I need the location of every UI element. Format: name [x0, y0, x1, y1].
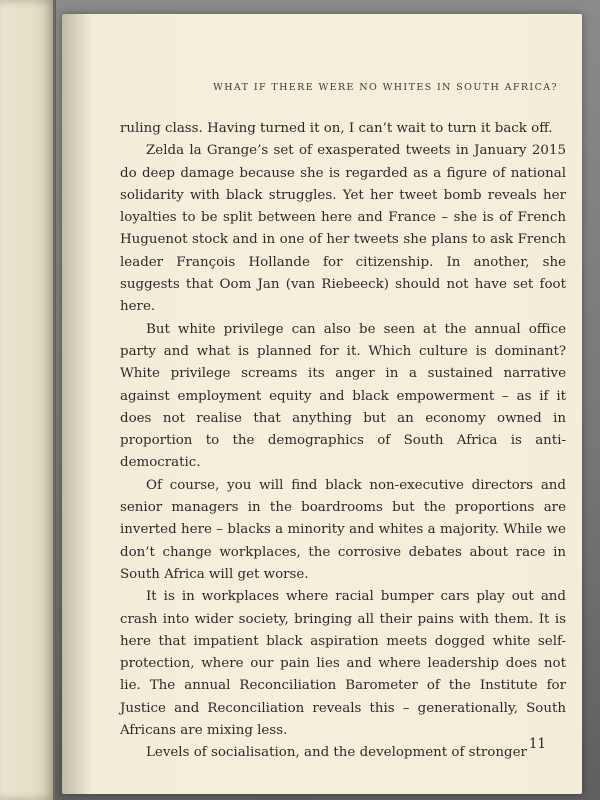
- body-text: [120, 118, 566, 765]
- page-number: 11: [528, 736, 546, 752]
- running-head: WHAT IF THERE WERE NO WHITES IN SOUTH AFRICA?: [213, 82, 558, 93]
- paragraph: Zelda la Grange’s set of exasperated tweets in January 2015 do deep damage because she is regarded as a figure of national solidarity with black struggles. Yet her tweet bomb reveals her loyalties to be split between here and France – she is of French Huguenot stock and in one of her tweets she plans to ask French leader François Hollande for citizenship. In another, she suggests that Oom Jan (van Riebeeck) should not have set foot here.: [120, 143, 566, 315]
- paragraph: Of course, you will find black non-executive directors and senior managers in the boardrooms but the proportions are inverted here – blacks a minority and whites a majority. While we don’t change workplaces, the corrosive debates about race in South Africa will get worse.: [120, 477, 566, 582]
- page-fold-shadow: [53, 0, 56, 800]
- paragraph: But white privilege can also be seen at the annual office party and what is planned for it. Which culture is dominant? White privilege screams its anger in a sustained narrative against employment equity and black empowerment – as if it does not realise that anything but an economy owned in proportion to the demographics of South Africa is anti-democratic.: [120, 321, 566, 471]
- paragraph: ruling class. Having turned it on, I can’t wait to turn it back off.: [120, 121, 553, 136]
- paragraph: Levels of socialisation, and the development of stronger: [146, 745, 527, 761]
- book-page: [62, 14, 582, 794]
- gutter-shadow: [62, 14, 92, 794]
- paragraph: It is in workplaces where racial bumper cars play out and crash into wider society, bringing all their pains with them. It is here that impatient black aspiration meets dogged white self-protection, where our pain lies and where leadership does not lie. The annual Reconciliation Barometer of the Institute for Justice and Reconciliation reveals this – generationally, South Africans are mixing less.: [120, 589, 566, 739]
- left-page-edge: [0, 0, 56, 800]
